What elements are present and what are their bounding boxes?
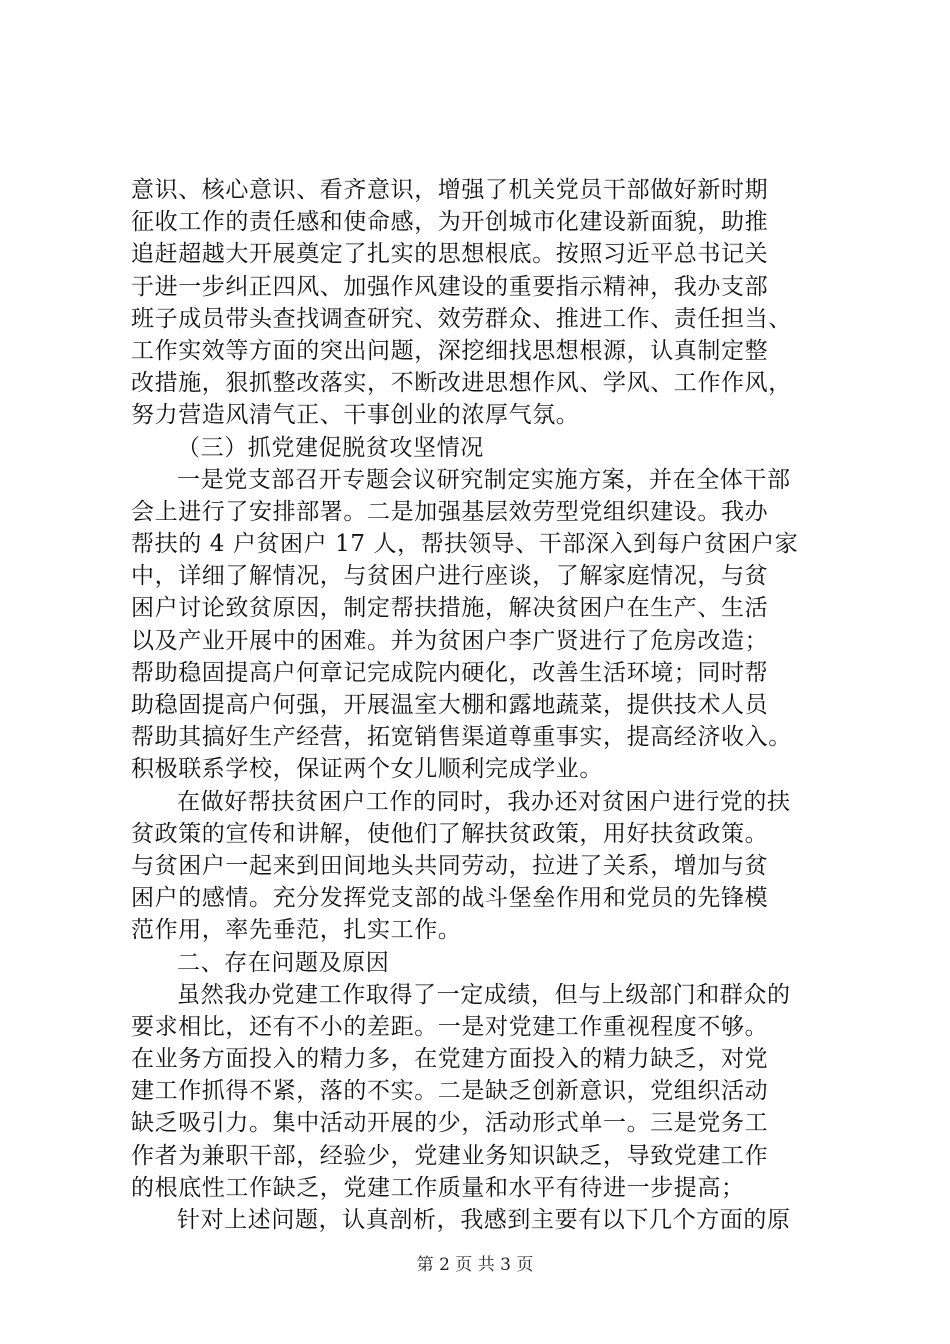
text-line: 在业务方面投入的精力多，在党建方面投入的精力缺乏，对党	[131, 1046, 769, 1073]
text-line: 努力营造风清气正、干事创业的浓厚气氛。	[131, 402, 580, 429]
text-line: 范作用，率先垂范，扎实工作。	[131, 917, 462, 944]
text-line: 追赶超越大开展奠定了扎实的思想根底。按照习近平总书记关	[131, 241, 769, 268]
text-line: 帮扶的 4 户贫困户 17 人，帮扶领导、干部深入到每户贫困户家	[131, 531, 799, 558]
text-line: 助稳固提高户何强，开展温室大棚和露地蔬菜，提供技术人员	[131, 692, 769, 718]
paragraph-start: 虽然我办党建工作取得了一定成绩，但与上级部门和群众的	[177, 981, 791, 1008]
page-footer	[0, 1250, 950, 1275]
text-line: 建工作抓得不紧，落的不实。二是缺乏创新意识，党组织活动	[131, 1078, 769, 1105]
text-line: 帮助稳固提高户何章记完成院内硬化，改善生活环境；同时帮	[131, 659, 769, 686]
text-line: 帮助其搞好生产经营，拓宽销售渠道尊重事实，提高经济收入。	[131, 724, 792, 751]
text-line: 贫政策的宣传和讲解，使他们了解扶贫政策，用好扶贫政策。	[131, 820, 769, 847]
page-number-label: 第 2 页 共 3 页	[416, 1255, 534, 1275]
section-heading: 二、存在问题及原因	[177, 949, 390, 976]
text-line: 改措施，狠抓整改落实，不断改进思想作风、学风、工作作风，	[131, 370, 792, 397]
paragraph-start: 一是党支部召开专题会议研究制定实施方案，并在全体干部	[177, 466, 791, 493]
text-line: 中，详细了解情况，与贫困户进行座谈，了解家庭情况，与贫	[131, 563, 769, 590]
text-line: 与贫困户一起来到田间地头共同劳动，拉进了关系，增加与贫	[131, 852, 769, 879]
text-line: 会上进行了安排部署。二是加强基层效劳型党组织建设。我办	[131, 498, 769, 525]
section-heading: （三）抓党建促脱贫攻坚情况	[177, 434, 484, 461]
text-line: 征收工作的责任感和使命感，为开创城市化建设新面貌，助推	[131, 209, 769, 236]
text-line: 困户的感情。充分发挥党支部的战斗堡垒作用和党员的先锋模	[131, 885, 769, 912]
text-line: 的根底性工作缺乏，党建工作质量和水平有待进一步提高；	[131, 1174, 745, 1201]
text-line: 积极联系学校，保证两个女儿顺利完成学业。	[131, 756, 603, 783]
text-line: 困户讨论致贫原因，制定帮扶措施，解决贫困户在生产、生活	[131, 595, 769, 622]
text-line: 要求相比，还有不小的差距。一是对党建工作重视程度不够。	[131, 1013, 769, 1040]
paragraph-start: 针对上述问题，认真剖析，我感到主要有以下几个方面的原	[177, 1207, 791, 1233]
paragraph-start: 在做好帮扶贫困户工作的同时，我办还对贫困户进行党的扶	[177, 788, 791, 815]
text-line: 于进一步纠正四风、加强作风建设的重要指示精神，我办支部	[131, 273, 769, 300]
text-line: 以及产业开展中的困难。并为贫困户李广贤进行了危房改造；	[131, 627, 769, 654]
text-line: 工作实效等方面的突出问题，深挖细找思想根源，认真制定整	[131, 337, 769, 364]
text-line: 作者为兼职干部，经验少，党建业务知识缺乏，导致党建工作	[131, 1142, 769, 1169]
text-line: 班子成员带头查找调查研究、效劳群众、推进工作、责任担当、	[131, 305, 792, 332]
text-line: 缺乏吸引力。集中活动开展的少，活动形式单一。三是党务工	[131, 1110, 769, 1137]
text-line: 意识、核心意识、看齐意识，增强了机关党员干部做好新时期	[131, 177, 769, 203]
body-text	[131, 174, 831, 1236]
